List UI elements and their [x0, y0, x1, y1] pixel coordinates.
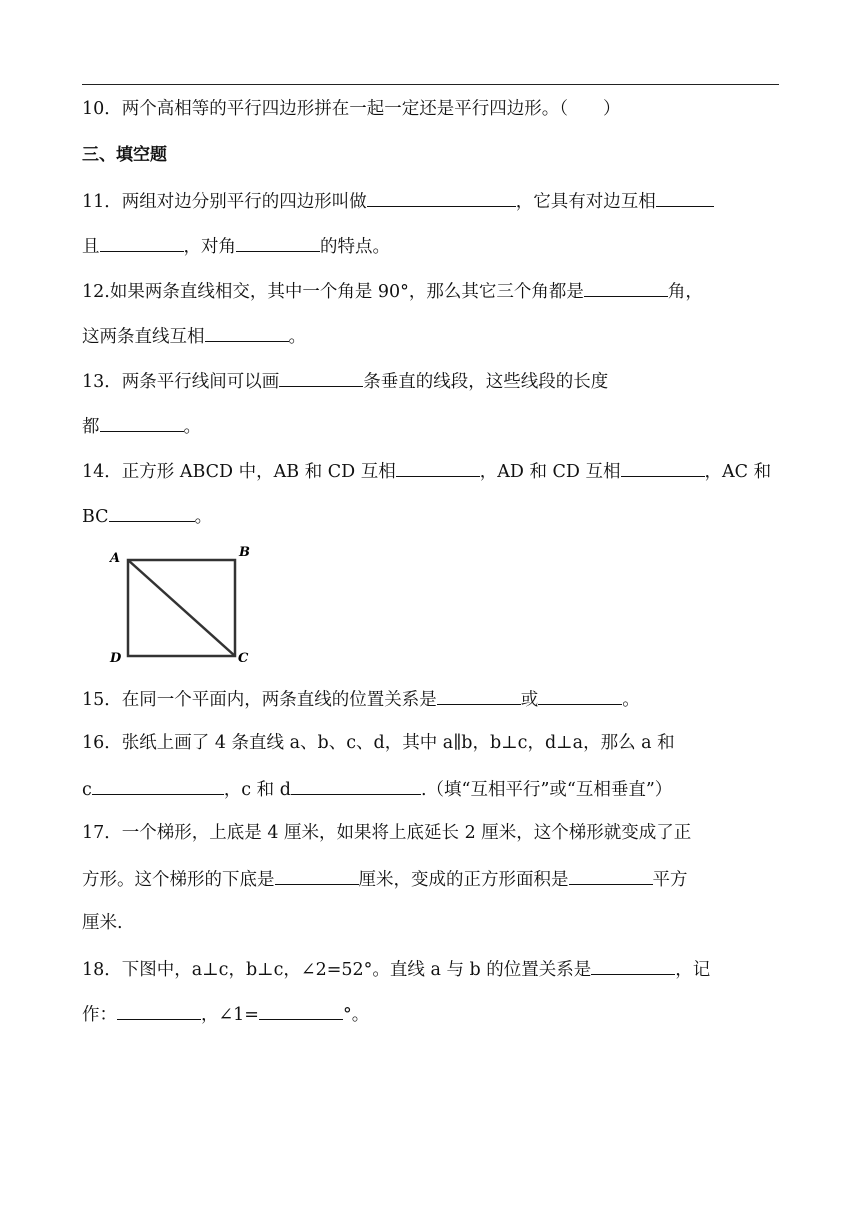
label-b: B — [239, 545, 250, 560]
answer-blank[interactable] — [569, 866, 653, 885]
answer-blank[interactable] — [259, 1001, 343, 1020]
q17-text-d: 平方 — [652, 870, 688, 890]
q11-text-e: 的特点。 — [320, 237, 390, 257]
q11-text-c: 且 — [82, 237, 100, 257]
answer-blank[interactable] — [117, 1001, 201, 1020]
question-18-line-2 — [82, 1001, 779, 1027]
label-c: C — [238, 651, 249, 666]
answer-blank[interactable] — [591, 956, 675, 975]
question-12-line-2 — [82, 323, 779, 349]
square-abcd-diagram — [108, 544, 258, 668]
question-17-line-1 — [82, 821, 779, 845]
answer-blank[interactable] — [109, 503, 195, 522]
question-14-line-1 — [82, 458, 779, 484]
q18-text-a: 18．下图中，a⊥c，b⊥c，∠2=52°。直线 a 与 b 的位置关系是 — [82, 960, 592, 980]
q17-text-c: 厘米，变成的正方形面积是 — [358, 870, 569, 890]
question-18-line-1 — [82, 956, 779, 982]
q14-text-c: ，AC 和 — [704, 462, 772, 482]
q14-text-d: BC — [82, 507, 109, 527]
question-11-line-2 — [82, 233, 779, 259]
answer-blank[interactable] — [621, 458, 705, 477]
question-16-line-2 — [82, 776, 779, 802]
q13-text-d: 。 — [183, 417, 201, 437]
answer-blank[interactable] — [367, 188, 516, 207]
answer-blank[interactable] — [205, 323, 289, 342]
label-a: A — [110, 551, 121, 566]
q18-text-b: ，记 — [675, 960, 711, 980]
question-17-line-2 — [82, 866, 779, 892]
q16-text-a: 16．张纸上画了 4 条直线 a、b、c、d，其中 a∥b，b⊥c，d⊥a，那么 a 和 — [82, 733, 675, 753]
answer-blank[interactable] — [100, 233, 184, 252]
q12-text-a: 12.如果两条直线相交，其中一个角是 90°，那么其它三个角都是 — [82, 282, 584, 302]
question-10 — [82, 97, 779, 121]
q12-text-d: 。 — [288, 327, 306, 347]
answer-blank[interactable] — [437, 686, 521, 705]
question-16-line-1 — [82, 731, 779, 755]
question-13-line-1 — [82, 368, 779, 394]
q15-text-a: 15．在同一个平面内，两条直线的位置关系是 — [82, 690, 437, 710]
q14-text-e: 。 — [194, 507, 213, 527]
q11-text-a: 11．两组对边分别平行的四边形叫做 — [82, 192, 367, 212]
q16-text-c: ，c 和 d — [223, 780, 291, 800]
q18-text-c: 作： — [82, 1005, 117, 1025]
q17-text-a: 17．一个梯形，上底是 4 厘米，如果将上底延长 2 厘米，这个梯形就变成了正 — [82, 823, 692, 843]
q18-text-e: °。 — [342, 1005, 370, 1025]
question-17-line-3 — [82, 911, 779, 935]
answer-blank[interactable] — [236, 233, 320, 252]
label-d: D — [110, 651, 122, 666]
header-rule — [82, 84, 779, 85]
answer-blank[interactable] — [291, 776, 421, 795]
answer-blank[interactable] — [100, 413, 184, 432]
q12-text-c: 这两条直线互相 — [82, 327, 205, 347]
diagonal-ac — [128, 560, 235, 656]
answer-blank[interactable] — [656, 188, 714, 207]
q11-text-d: ，对角 — [183, 237, 236, 257]
question-10-text: 10．两个高相等的平行四边形拼在一起一定还是平行四边形。（ ） — [82, 99, 621, 119]
answer-blank[interactable] — [538, 686, 622, 705]
section-title: 三、填空题 — [82, 145, 167, 165]
answer-blank[interactable] — [92, 776, 224, 795]
square-abcd-figure — [108, 544, 258, 668]
question-13-line-2 — [82, 413, 779, 439]
q15-text-b: 或 — [520, 690, 539, 710]
q17-text-e: 厘米. — [82, 913, 123, 933]
q14-text-b: ，AD 和 CD 互相 — [479, 462, 621, 482]
q12-text-b: 角， — [667, 282, 703, 302]
q13-text-c: 都 — [82, 417, 100, 437]
answer-blank[interactable] — [396, 458, 480, 477]
answer-blank[interactable] — [275, 866, 359, 885]
q14-text-a: 14．正方形 ABCD 中，AB 和 CD 互相 — [82, 462, 396, 482]
question-14-line-2 — [82, 503, 779, 529]
q16-text-d: .（填“互相平行”或“互相垂直”） — [420, 780, 673, 800]
q17-text-b: 方形。这个梯形的下底是 — [82, 870, 275, 890]
q18-text-d: ，∠1= — [201, 1005, 259, 1025]
answer-blank[interactable] — [279, 368, 363, 387]
q13-text-a: 13．两条平行线间可以画 — [82, 372, 280, 392]
q11-text-b: ，它具有对边互相 — [515, 192, 656, 212]
question-11-line-1 — [82, 188, 779, 214]
question-12-line-1 — [82, 278, 779, 304]
question-15 — [82, 686, 779, 712]
q16-text-b: c — [82, 780, 92, 800]
q15-text-c: 。 — [622, 690, 640, 710]
q13-text-b: 条垂直的线段，这些线段的长度 — [363, 372, 609, 392]
answer-blank[interactable] — [584, 278, 668, 297]
